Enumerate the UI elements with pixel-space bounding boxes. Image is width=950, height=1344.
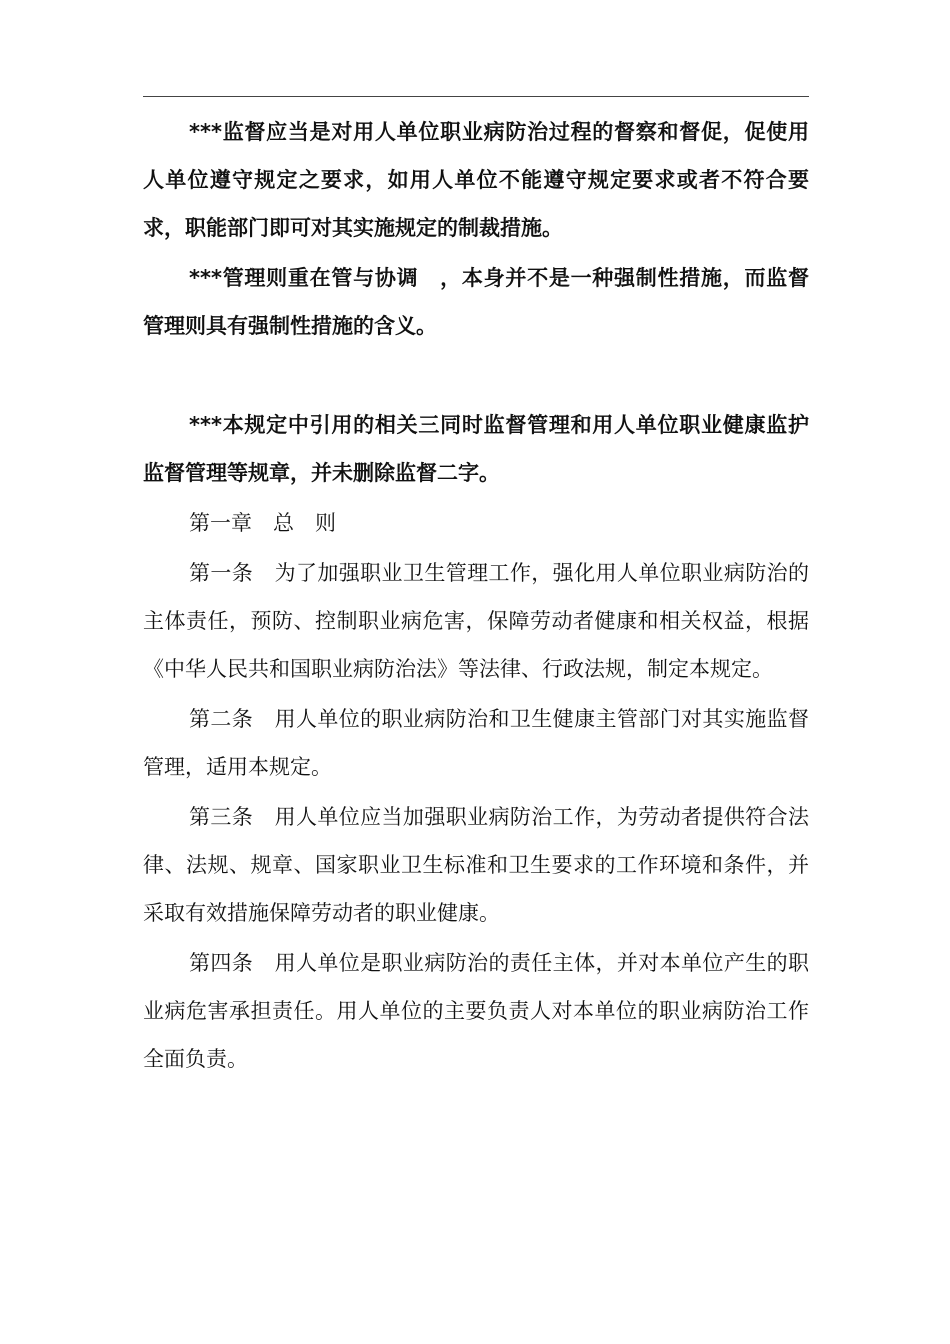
article-3: 第三条 用人单位应当加强职业病防治工作，为劳动者提供符合法律、法规、规章、国家职业卫生标准和卫生要求的工作环境和条件，并采取有效措施保障劳动者的职业健康。: [143, 805, 809, 925]
article-1: 第一条 为了加强职业卫生管理工作，强化用人单位职业病防治的主体责任，预防、控制职业病危害，保障劳动者健康和相关权益，根据《中华人民共和国职业病防治法》等法律、行政法规，制定本规定。: [143, 561, 809, 681]
header-rule: [143, 96, 809, 97]
note-paragraph-management: ***管理则重在管与协调 ，本身并不是一种强制性措施，而监督管理则具有强制性措施的含义。: [143, 266, 809, 338]
note-paragraph-references: ***本规定中引用的相关三同时监督管理和用人单位职业健康监护监督管理等规章，并未删除监督二字。: [143, 413, 809, 485]
article-2: 第二条 用人单位的职业病防治和卫生健康主管部门对其实施监督管理，适用本规定。: [143, 707, 809, 779]
article-4: 第四条 用人单位是职业病防治的责任主体，并对本单位产生的职业病危害承担责任。用人单位的主要负责人对本单位的职业病防治工作全面负责。: [143, 951, 809, 1071]
note-paragraph-supervision: ***监督应当是对用人单位职业病防治过程的督察和督促，促使用人单位遵守规定之要求，如用人单位不能遵守规定要求或者不符合要求，职能部门即可对其实施规定的制裁措施。: [143, 120, 809, 240]
document-body: [143, 108, 809, 1083]
chapter-heading: 第一章 总 则: [189, 511, 336, 535]
